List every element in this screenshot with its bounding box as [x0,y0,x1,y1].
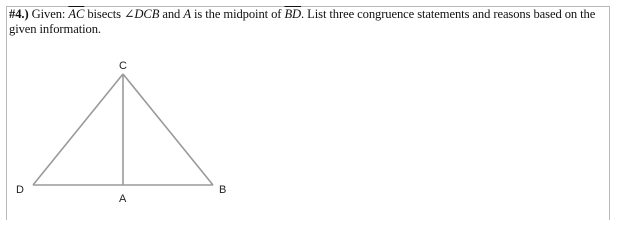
problem-number: #4.) [9,7,29,21]
point-a: A [183,7,191,21]
bisects-text: bisects [87,7,121,21]
segment-cb [123,74,213,185]
triangle-edges [33,74,213,185]
vertex-label-d: D [16,184,24,196]
segment-ac: $\overline{AC}$ [68,7,85,21]
vertex-label-c: C [119,60,127,72]
angle-symbol: ∠ [123,7,135,21]
angle-name: DCB [134,7,160,21]
and-text: and [162,7,181,21]
vertex-label-b: B [219,184,227,196]
instruction-text: List three congruence statements and reasons based on the given information. [9,7,596,36]
given-label: Given: [31,7,66,21]
segment-bd: $\overline{BD}$ [284,7,302,21]
segment-dc [33,74,123,185]
midpoint-text: is the midpoint of [193,7,282,21]
vertex-label-a: A [119,193,127,205]
period: . [301,7,305,21]
